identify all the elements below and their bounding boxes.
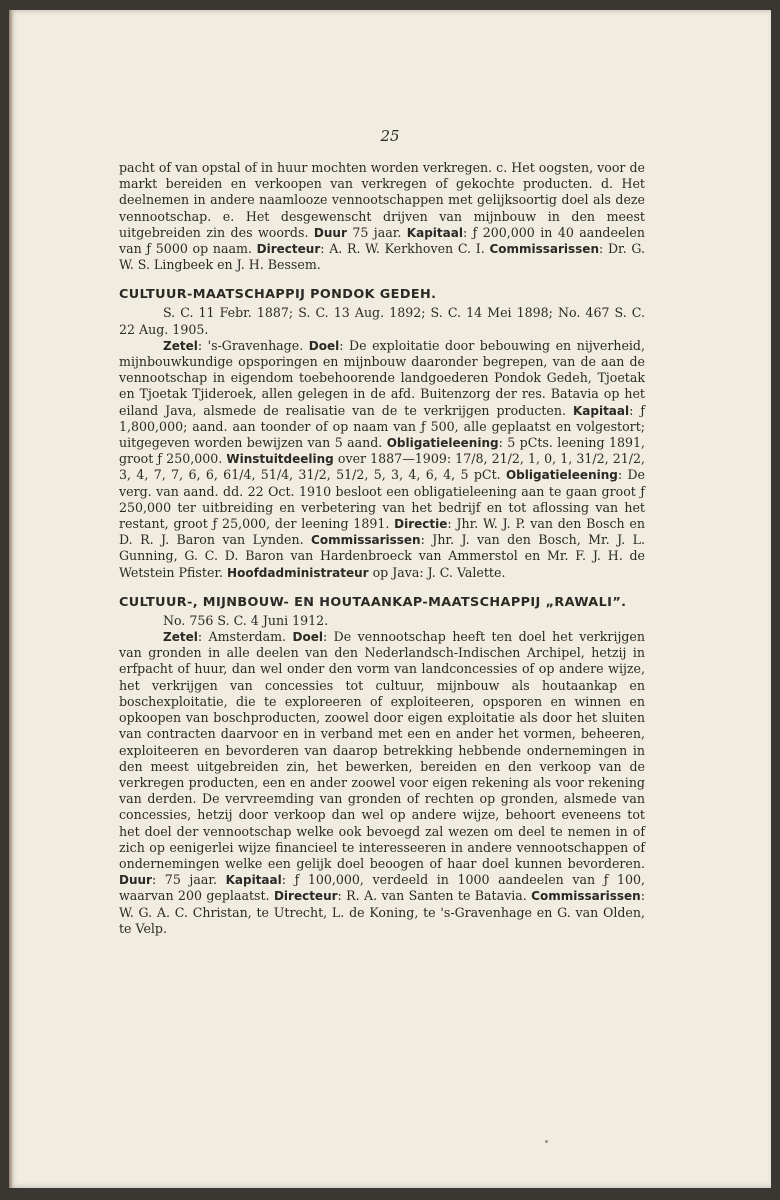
section-heading-pondok-gedeh: CULTUUR-MAATSCHAPPIJ PONDOK GEDEH. — [119, 287, 437, 303]
section-heading-rawali: CULTUUR-, MIJNBOUW- EN HOUTAANKAP-MAATSCHAPPIJ „RAWALI”. — [119, 594, 627, 610]
directie-label: Directie — [394, 517, 448, 532]
hoofdadministrateur-label: Hoofdadministrateur — [227, 565, 369, 580]
directeur-label: Directeur — [256, 242, 321, 257]
obligatieleening-label: Obligatieleening — [505, 468, 618, 483]
kapitaal-label: Kapitaal — [225, 873, 282, 888]
zetel-label: Zetel — [163, 630, 198, 645]
intro-paragraph: pacht of van opstal of in huur mochten worden verkregen. c. Het oogsten, voor de markt bereiden en verkoopen van verkregen of gekochte producten. d. Het deelnemen in andere naamlooze vennootschappen met gelijksoortig doel als deze vennootschap. e. Het desgewenscht drijven van mijnbouw in den meest uitgebreiden zin des woords. Duur 75 jaar. Kapitaal: ƒ 200,000 in 40 aandeelen van ƒ 5000 op naam. Directeur: A. R. W. Kerkhoven C. I. Commissarissen: Dr. G. W. S. Lingbeek en J. H. Bessem. — [119, 160, 645, 273]
directeur-label: Directeur — [273, 889, 338, 904]
page-number: 25 — [380, 127, 400, 145]
winstuitdeeling-label: Winstuitdeeling — [226, 452, 334, 467]
section-body: Zetel: 's-Gravenhage. Doel: De exploitatie door bebouwing en nijverheid, mijnbouwkundige opsporingen en mijnbouw daaronder begrepen, van de aan de vennootschap in eigendom toebehoorende landgoederen Pondok Gedeh, Tjoetak en Tjoetak Tjideroek, allen gelegen in de afd. Buitenzorg der res. Batavia op het eiland Java, alsmede de realisatie van de te verkrijgen producten. Kapitaal: ƒ 1,800,000; aand. aan toonder of op naam van ƒ 500, alle geplaatst en volgestort; uitgegeven worden bewijzen van 5 aand. Obligatieleening: 5 pCts. leening 1891, groot ƒ 250,000. Winstuitdeeling over 1887—1909: 17/8, 21/2, 1, 0, 1, 31/2, 21/2, 3, 4, 7, 7, 6, 6, 61/4, 51/4, 31/2, 51/2, 5, 3, 4, 6, 4, 5 pCt. Obligatieleening: De verg. van aand. dd. 22 Oct. 1910 besloot een obligatieleening aan te gaan groot ƒ 250,000 ter uitbreiding en verbetering van het bedrijf en tot aflossing van het restant, groot ƒ 25,000, der leening 1891. Directie: Jhr. W. J. P. van den Bosch en D. R. J. Baron van Lynden. Commissarissen: Jhr. J. van den Bosch, Mr. J. L. Gunning, G. C. D. Baron van Hardenbroeck van Ammerstol en Mr. F. J. H. de Wetstein Pfister. Hoofdadministrateur op Java: J. C. Valette. — [119, 337, 645, 580]
book-page — [9, 10, 771, 1188]
section-body: Zetel: Amsterdam. Doel: De vennootschap heeft ten doel het verkrijgen van gronden in alle deelen van den Nederlandsch-Indischen Archipel, hetzij in erfpacht of huur, dan wel onder den vorm van landconcessies of op andere wijze, het verkrijgen van concessies tot cultuur, mijnbouw als houtaankap en boschexploitatie, die te exploreeren of exploiteeren, opsporen en winnen en opkoopen van boschproducten, zoowel door eigen exploitatie als door het sluiten van contracten daarvoor en in verband met een en ander het vormen, beheeren, exploiteeren en bevorderen van daarop betrekking hebbende ondernemingen in den meest uitgebreiden zin, het bewerken, bereiden en den verkoop van de verkregen producten, een en ander zoowel voor eigen rekening als voor rekening van derden. De vervreemding van gronden of rechten op gronden, alsmede van concessies, hetzij door verkoop dan wel op andere wijze, behoort eveneens tot het doel der vennootschap welke ook bevoegd zal wezen om deel te nemen in of zich op eenigerlei wijze financieel te interesseeren in andere vennootschappen of ondernemingen welke een gelijk doel beoogen of haar doel kunnen bevorderen. Duur: 75 jaar. Kapitaal: ƒ 100,000, verdeeld in 1000 aandeelen van ƒ 100, waarvan 200 geplaatst. Directeur: R. A. van Santen te Batavia. Commissarissen: W. G. A. C. Christan, te Utrecht, L. de Koning, te 's-Gravenhage en G. van Olden, te Velp. — [119, 629, 645, 936]
duur-label: Duur — [313, 225, 347, 240]
commissarissen-label: Commissarissen — [311, 533, 421, 548]
page-binding-edge — [9, 10, 13, 1188]
paper-speck — [545, 1140, 548, 1143]
doel-label: Doel — [292, 630, 323, 645]
section-refs: S. C. 11 Febr. 1887; S. C. 13 Aug. 1892; S. C. 14 Mei 1898; No. 467 S. C. 22 Aug. 1905. — [119, 305, 645, 337]
doel-label: Doel — [308, 338, 340, 353]
kapitaal-label: Kapitaal — [406, 225, 463, 240]
kapitaal-label: Kapitaal — [572, 403, 630, 418]
commissarissen-label: Commissarissen — [489, 242, 599, 257]
duur-label: Duur — [119, 873, 152, 888]
section-refs: No. 756 S. C. 4 Juni 1912. — [163, 612, 329, 628]
page-content — [119, 160, 645, 937]
commissarissen-label: Commissarissen — [531, 889, 641, 904]
zetel-label: Zetel — [163, 338, 198, 353]
obligatieleening-label: Obligatieleening — [386, 436, 499, 451]
